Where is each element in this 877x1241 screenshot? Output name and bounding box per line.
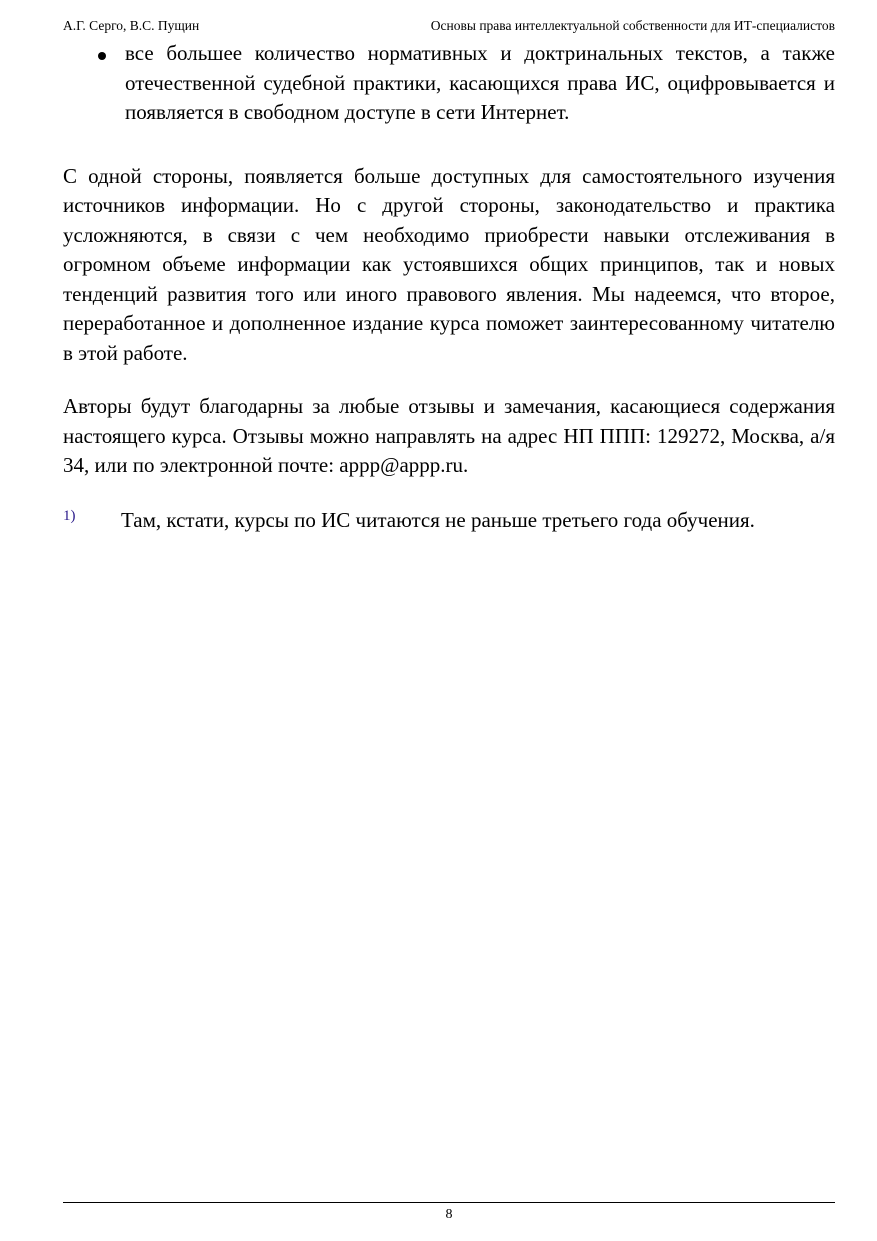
running-header [63,16,835,36]
body-paragraph-1: С одной стороны, появляется больше доступных для самостоятельного изучения источников информации. Но с другой стороны, законодательство и практика усложняются, в связи с чем необходимо приобрести навыки отслеживания в огромном объеме информации как устоявшихся общих принципов, так и новых тенденций развития того или иного правового явления. Мы надеемся, что второе, переработанное и дополненное издание курса поможет заинтересованному читателю в этой работе. [63,163,835,365]
footnote-text: Там, кстати, курсы по ИС читаются не раньше третьего года обучения. [121,507,755,532]
header-title: Основы права интеллектуальной собственности для ИТ-специалистов [430,18,835,33]
body-paragraph-2: Авторы будут благодарны за любые отзывы и замечания, касающиеся содержания настоящего курса. Отзывы можно направлять на адрес НП ППП: 129272, Москва, а/я 34, или по электронной почте: appp@appp.ru. [63,394,835,477]
footer-divider [63,1202,835,1203]
bullet-list [63,39,835,128]
bullet-dot-icon [98,52,106,60]
header-authors: А.Г. Серго, В.С. Пущин [63,18,200,33]
footnote [63,506,835,536]
bullet-item [63,39,835,128]
page-number: 8 [445,1207,453,1222]
page-content [63,39,835,535]
footnote-marker: 1) [63,507,76,524]
bullet-item-text: все большее количество нормативных и доктринальных текстов, а также отечественной судебной практики, касающихся права ИС, оцифровывается и появляется в свободном доступе в сети Интернет. [125,41,835,124]
